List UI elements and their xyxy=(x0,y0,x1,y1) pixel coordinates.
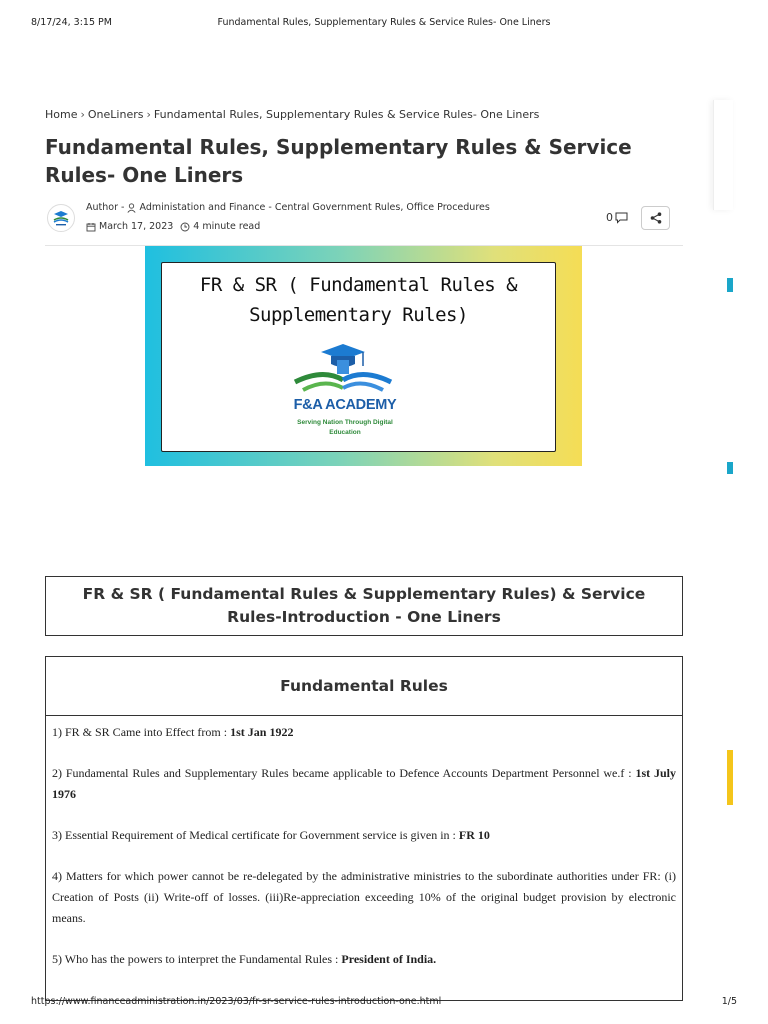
breadcrumb-separator: › xyxy=(146,108,151,121)
print-header xyxy=(0,17,768,31)
breadcrumb xyxy=(45,108,539,121)
banner-line2: Supplementary Rules) xyxy=(249,304,468,326)
intro-heading-box xyxy=(45,576,683,636)
print-footer xyxy=(0,996,768,1010)
comment-icon xyxy=(615,212,628,224)
author-name[interactable]: Author xyxy=(86,202,118,213)
avatar[interactable] xyxy=(47,204,75,232)
featured-image-caption xyxy=(161,270,556,330)
graduation-cap-icon xyxy=(263,338,427,398)
sidebar-accent-mark xyxy=(727,750,733,805)
print-datetime: 8/17/24, 3:15 PM xyxy=(31,17,112,28)
academy-logo-icon xyxy=(51,209,71,227)
fundamental-rules-heading: Fundamental Rules xyxy=(46,657,682,716)
academy-logo-tagline xyxy=(263,418,427,438)
question-text: 1) FR & SR Came into Effect from : xyxy=(52,725,231,739)
sidebar-accent-mark xyxy=(727,462,733,474)
academy-logo-name: F&A ACADEMY xyxy=(293,397,397,413)
list-item xyxy=(52,825,676,846)
answer-text: FR 10 xyxy=(458,828,490,842)
answer-text: President of India. xyxy=(341,952,437,966)
article-meta-date xyxy=(86,221,260,232)
logo-tagline-line2: Education xyxy=(329,429,361,436)
question-text: 3) Essential Requirement of Medical certificate for Government service is given in : xyxy=(52,828,459,842)
intro-heading: FR & SR ( Fundamental Rules & Supplementary Rules) & Service Rules-Introduction - One Liners xyxy=(82,585,646,626)
list-item xyxy=(52,722,676,743)
print-page-number: 1/5 xyxy=(721,996,737,1007)
print-title: Fundamental Rules, Supplementary Rules & Service Rules- One Liners xyxy=(217,17,551,28)
breadcrumb-separator: › xyxy=(80,108,85,121)
article-meta-author xyxy=(86,202,490,213)
answer-text: 1st July 1976 xyxy=(52,766,676,801)
page-title: Fundamental Rules, Supplementary Rules & Service Rules- One Liners xyxy=(45,135,632,187)
sidebar-clipped xyxy=(713,100,768,1000)
banner-line1: FR & SR ( Fundamental Rules & xyxy=(199,274,518,296)
fundamental-rules-list xyxy=(46,716,682,970)
comment-count-button[interactable] xyxy=(606,211,628,224)
category-link[interactable]: Administation and Finance - Central Government Rules, Office Procedures xyxy=(139,202,490,213)
logo-tagline-line1: Serving Nation Through Digital xyxy=(297,419,393,426)
answer-text: 1st Jan 1922 xyxy=(230,725,294,739)
user-icon xyxy=(127,203,136,213)
author-separator: - xyxy=(121,202,125,213)
question-text: 4) Matters for which power cannot be re-delegated by the administrative ministries to the subordinate authorities under FR: (i) Creation of Posts (ii) Write-off of losses. (iii)Re-appreciation exceeding 10% of the original budget provision by electronic means. xyxy=(52,869,676,925)
question-text: 2) Fundamental Rules and Supplementary Rules became applicable to Defence Accounts Department Personnel we.f : xyxy=(52,766,636,780)
breadcrumb-home[interactable]: Home xyxy=(45,108,78,121)
publish-date: March 17, 2023 xyxy=(99,221,174,232)
comment-count: 0 xyxy=(606,211,613,224)
list-item xyxy=(52,949,676,970)
question-text: 5) Who has the powers to interpret the Fundamental Rules : xyxy=(52,952,342,966)
list-item xyxy=(52,763,676,805)
fundamental-rules-table xyxy=(45,656,683,1001)
calendar-icon xyxy=(86,222,96,232)
share-icon xyxy=(650,212,662,224)
print-url: https://www.financeadministration.in/2023/03/fr-sr-service-rules-introduction-one.html xyxy=(31,996,442,1007)
share-button[interactable] xyxy=(641,206,670,230)
clock-icon xyxy=(180,222,190,232)
breadcrumb-oneliners[interactable]: OneLiners xyxy=(87,108,144,121)
breadcrumb-current: Fundamental Rules, Supplementary Rules & Service Rules- One Liners xyxy=(153,108,540,121)
sidebar-accent-mark xyxy=(727,278,733,292)
sidebar-card-edge xyxy=(713,100,733,210)
list-item xyxy=(52,866,676,929)
read-time: 4 minute read xyxy=(193,221,261,232)
